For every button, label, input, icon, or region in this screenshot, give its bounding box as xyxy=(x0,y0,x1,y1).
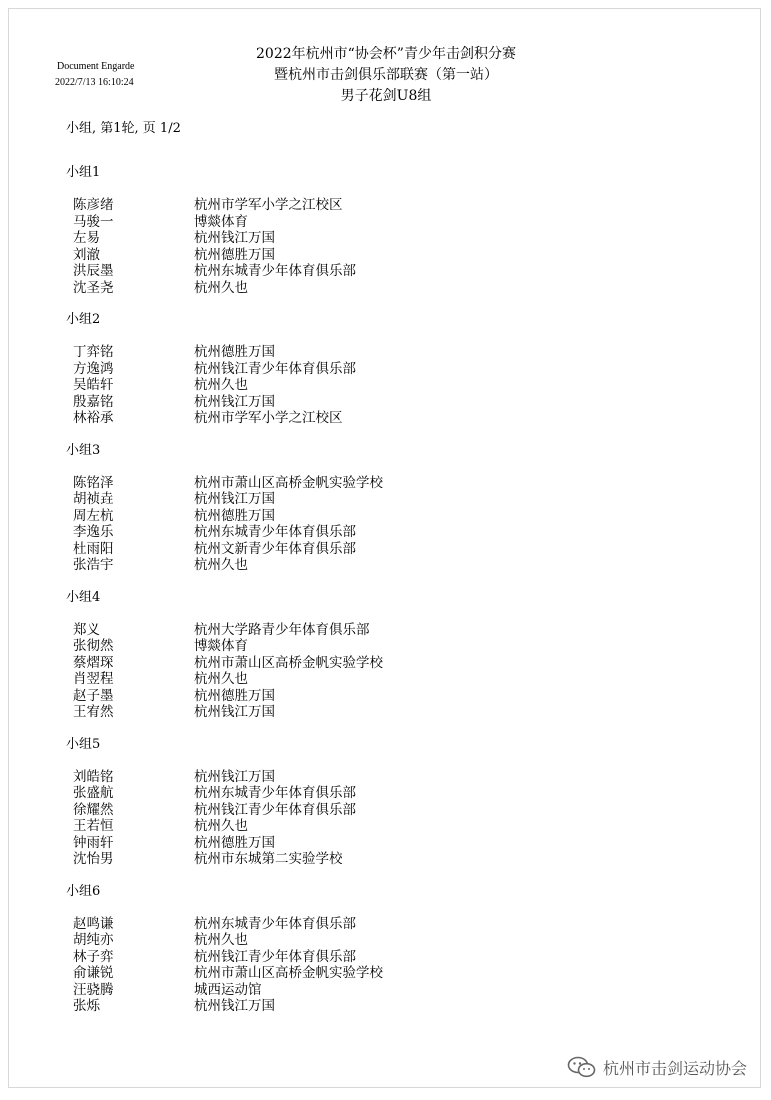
member-row xyxy=(66,655,383,672)
group-section xyxy=(66,163,383,296)
member-row xyxy=(66,280,383,297)
member-row xyxy=(66,410,383,427)
member-row xyxy=(66,557,383,574)
fencer-name: 王若恒 xyxy=(73,818,114,834)
member-row xyxy=(66,671,383,688)
fencer-name: 周左杭 xyxy=(73,507,114,524)
group-title: 小组1 xyxy=(66,165,101,180)
member-row xyxy=(66,247,383,264)
wechat-icon xyxy=(567,1055,597,1079)
fencer-name: 赵鸣谦 xyxy=(73,915,114,932)
fencer-name: 郑义 xyxy=(73,621,100,638)
member-row xyxy=(66,263,383,280)
fencer-name: 肖翌程 xyxy=(73,671,114,687)
fencer-name: 王宥然 xyxy=(73,704,114,720)
member-row xyxy=(66,932,383,949)
member-row xyxy=(66,344,383,361)
fencer-name: 胡祯垚 xyxy=(73,491,114,507)
club-name: 杭州德胜万国 xyxy=(194,687,275,704)
fencer-name: 蔡熠琛 xyxy=(73,654,114,671)
fencer-name: 马骏一 xyxy=(73,213,114,230)
fencer-name: 陈彦绪 xyxy=(73,197,114,213)
member-row xyxy=(66,491,383,508)
fencer-name: 刘澈 xyxy=(73,246,100,263)
member-row xyxy=(66,818,383,835)
fencer-name: 杜雨阳 xyxy=(73,540,114,557)
fencer-name: 李逸乐 xyxy=(73,524,114,540)
member-row xyxy=(66,508,383,525)
print-timestamp: 2022/7/13 16:10:24 xyxy=(55,77,134,88)
title-line: 2022年杭州市“协会杯”青少年击剑积分赛 xyxy=(256,46,516,62)
club-name: 杭州德胜万国 xyxy=(194,246,275,263)
club-name: 杭州久也 xyxy=(194,279,248,296)
fencer-name: 胡纯亦 xyxy=(73,932,114,948)
club-name: 杭州市萧山区高桥金帆实验学校 xyxy=(194,654,383,671)
document-meta xyxy=(55,59,134,91)
club-name: 博燚体育 xyxy=(194,638,248,654)
member-row xyxy=(66,541,383,558)
group-title: 小组2 xyxy=(66,312,101,327)
member-row xyxy=(66,704,383,721)
club-name: 杭州东城青少年体育俱乐部 xyxy=(194,785,356,801)
title-line: 男子花剑U8组 xyxy=(340,88,432,104)
member-row xyxy=(66,230,383,247)
club-name: 杭州东城青少年体育俱乐部 xyxy=(194,263,356,279)
club-name: 杭州钱江青少年体育俱乐部 xyxy=(194,948,356,965)
group-section xyxy=(66,310,383,427)
group-section xyxy=(66,882,383,1015)
fencer-name: 汪骁腾 xyxy=(73,981,114,998)
club-name: 杭州钱江万国 xyxy=(194,704,275,720)
fencer-name: 钟雨轩 xyxy=(73,834,114,851)
member-row xyxy=(66,688,383,705)
group-section xyxy=(66,441,383,574)
member-list xyxy=(66,622,383,721)
club-name: 杭州钱江万国 xyxy=(194,768,275,785)
club-name: 杭州钱江万国 xyxy=(194,230,275,246)
club-name: 杭州钱江青少年体育俱乐部 xyxy=(194,801,356,818)
member-row xyxy=(66,998,383,1015)
club-name: 杭州德胜万国 xyxy=(194,344,275,360)
fencer-name: 吴皓轩 xyxy=(73,377,114,393)
page-info: 小组, 第1轮, 页 1/2 xyxy=(66,121,181,136)
club-name: 杭州大学路青少年体育俱乐部 xyxy=(194,621,370,638)
group-title: 小组5 xyxy=(66,736,101,752)
app-name: Document Engarde xyxy=(57,61,135,72)
club-name: 杭州德胜万国 xyxy=(194,834,275,851)
member-row xyxy=(66,965,383,982)
fencer-name: 林子弈 xyxy=(73,948,114,965)
group-title: 小组6 xyxy=(66,883,101,899)
fencer-name: 陈铭泽 xyxy=(73,474,114,491)
member-row xyxy=(66,949,383,966)
group-list xyxy=(66,163,383,1029)
club-name: 杭州市萧山区高桥金帆实验学校 xyxy=(194,965,383,981)
club-name: 杭州久也 xyxy=(194,818,248,834)
member-row xyxy=(66,524,383,541)
fencer-name: 赵子墨 xyxy=(73,687,114,704)
fencer-name: 刘皓铭 xyxy=(73,768,114,785)
fencer-name: 沈圣尧 xyxy=(73,279,114,296)
fencer-name: 林裕承 xyxy=(73,410,114,426)
fencer-name: 洪辰墨 xyxy=(73,263,114,279)
member-row xyxy=(66,916,383,933)
club-name: 杭州东城青少年体育俱乐部 xyxy=(194,915,356,932)
fencer-name: 张彻然 xyxy=(73,638,114,654)
member-row xyxy=(66,638,383,655)
member-row xyxy=(66,835,383,852)
watermark xyxy=(567,1055,747,1079)
club-name: 杭州久也 xyxy=(194,932,248,948)
member-list xyxy=(66,916,383,1015)
document-title xyxy=(200,44,572,107)
watermark-text: 杭州市击剑运动协会 xyxy=(602,1058,747,1078)
club-name: 杭州市东城第二实验学校 xyxy=(194,851,343,867)
fencer-name: 左易 xyxy=(73,230,100,246)
member-row xyxy=(66,802,383,819)
group-section xyxy=(66,735,383,868)
club-name: 杭州久也 xyxy=(194,557,248,573)
club-name: 杭州钱江万国 xyxy=(194,393,275,410)
club-name: 杭州久也 xyxy=(194,377,248,393)
fencer-name: 殷嘉铭 xyxy=(73,393,114,410)
member-row xyxy=(66,475,383,492)
club-name: 杭州钱江万国 xyxy=(194,998,275,1014)
member-row xyxy=(66,622,383,639)
club-name: 城西运动馆 xyxy=(194,981,262,998)
fencer-name: 沈怡男 xyxy=(73,851,114,867)
member-list xyxy=(66,344,383,427)
member-row xyxy=(66,769,383,786)
fencer-name: 丁弈铭 xyxy=(73,344,114,360)
fencer-name: 方逸鸿 xyxy=(73,360,114,377)
club-name: 博燚体育 xyxy=(194,213,248,230)
member-list xyxy=(66,475,383,574)
club-name: 杭州钱江万国 xyxy=(194,491,275,507)
member-row xyxy=(66,394,383,411)
title-line: 暨杭州市击剑俱乐部联赛（第一站） xyxy=(274,67,498,83)
group-title: 小组4 xyxy=(66,589,101,605)
member-row xyxy=(66,851,383,868)
fencer-name: 张盛航 xyxy=(73,785,114,801)
member-list xyxy=(66,769,383,868)
club-name: 杭州久也 xyxy=(194,671,248,687)
member-row xyxy=(66,214,383,231)
club-name: 杭州市学军小学之江校区 xyxy=(194,410,343,426)
fencer-name: 张浩宇 xyxy=(73,557,114,573)
member-row xyxy=(66,785,383,802)
club-name: 杭州市学军小学之江校区 xyxy=(194,197,343,213)
member-row xyxy=(66,197,383,214)
member-row xyxy=(66,377,383,394)
fencer-name: 俞谦锐 xyxy=(73,965,114,981)
club-name: 杭州市萧山区高桥金帆实验学校 xyxy=(194,474,383,491)
fencer-name: 徐耀然 xyxy=(73,801,114,818)
group-title: 小组3 xyxy=(66,442,101,458)
member-row xyxy=(66,361,383,378)
member-row xyxy=(66,982,383,999)
club-name: 杭州文新青少年体育俱乐部 xyxy=(194,540,356,557)
club-name: 杭州钱江青少年体育俱乐部 xyxy=(194,360,356,377)
member-list xyxy=(66,197,383,296)
fencer-name: 张烁 xyxy=(73,998,100,1014)
club-name: 杭州东城青少年体育俱乐部 xyxy=(194,524,356,540)
group-section xyxy=(66,588,383,721)
club-name: 杭州德胜万国 xyxy=(194,507,275,524)
